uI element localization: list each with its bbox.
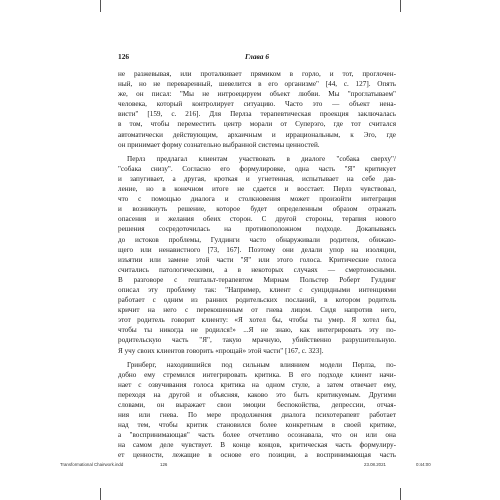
text-line: в том, чтобы переместить центр морали от Суперэго, где тот считался [118, 120, 396, 129]
text-line: что с помощью диалога и столкновения может произойти интеграция [118, 195, 396, 204]
print-footer [60, 462, 460, 470]
paragraph [118, 360, 396, 461]
text-line: автоматически действующим, архаичным и иррациональным, к Эго, где [118, 130, 396, 139]
crop-mark-top-left [100, 0, 101, 12]
text-line: работает с одним из ранних родительских посланий, в котором родитель [118, 296, 396, 305]
text-line: ния или гнева. По мере продолжения диалога психотерапевт работает [118, 411, 396, 420]
text-line: ление, но в конечном итоге не сдается и восстает. Перлз чувствовал, [118, 185, 396, 194]
footer-date: 23.08.2021 [364, 462, 386, 467]
paragraph [118, 69, 396, 150]
text-line: над тем, чтобы критик становился более конкретным в своей критике, [118, 421, 396, 430]
text-line: ный, но не переваренный, шевелится в его организме" [44, с. 127]. Опять [118, 80, 396, 89]
text-line: этот родитель говорит клиенту: «Я хотел бы, чтобы ты умер. Я хотел бы, [118, 316, 396, 325]
text-line: и возникнуть решение, которое будет определенным образом отражать [118, 205, 396, 214]
footer-file-name: Transformational Chairwork.indd [60, 462, 124, 467]
text-line: считались патологическими, а в некоторых случаях — смертоносными. [118, 265, 396, 274]
text-line: и запугивает, а другая, кроткая и угнетенная, испытывает на себе дав- [118, 174, 396, 183]
text-line: а "воспринимающая" часть более отчетливо осознавала, что он или она [118, 431, 396, 440]
text-line: же, он писал: "Мы не интроецируем объект любви. Мы "проглатываем" [118, 90, 396, 99]
text-line: щего или ненавистного [73, 167]. Поэтому они делали упор на изоляции, [118, 245, 396, 254]
text-line: словами, он выражает свои эмоции беспокойства, депрессии, отчая- [118, 401, 396, 409]
text-line: Гринберг, находившийся под сильным влиянием модели Перлза, по- [127, 360, 396, 369]
crop-mark-bottom-left [100, 488, 101, 500]
page-number: 126 [118, 52, 130, 61]
text-line: добно ему стремился интегрировать критика. В его подходе клиент начи- [118, 370, 396, 379]
text-line: переходя на другой и объясняя, каково это быть критикуемым. Другими [118, 390, 396, 399]
text-line: решения сосредоточилась на противоположном подходе. Докапываясь [118, 225, 396, 234]
text-line: ет ценности, лежащие в основе его позиции, а воспринимающая часть [118, 451, 396, 460]
text-line: до истоков проблемы, Гулдинги часто обнаруживали родителя, обижаю- [118, 235, 396, 244]
text-line: Я учу своих клиентов говорить «прощай» этой части" [167, с. 323]. [118, 346, 324, 355]
text-line: В разговоре с гештальт-терапевтом Мириам Польстер Роберт Гулдинг [118, 275, 396, 284]
text-line: человека, который контролирует ситуацию. Часто это — объект нена- [118, 100, 396, 109]
text-line: чтобы ты никогда не родился!» ...Я не знаю, как интегрировать эту по- [118, 326, 396, 335]
paragraph [118, 154, 396, 356]
text-line: на самом деле чувствует. В конце концов, критическая часть формулиру- [118, 441, 396, 450]
crop-mark-bottom-right [400, 488, 401, 500]
footer-time: 0:44:00 [416, 462, 431, 467]
chapter-title: Глава 6 [244, 52, 270, 61]
text-line: Перлз предлагал клиентам участвовать в диалоге "собака сверху"/ [127, 154, 396, 163]
crop-mark-top-right [400, 0, 401, 12]
footer-file-page: 126 [160, 462, 168, 467]
text-line: изъятии или замене этой части "Я" или этого голоса. Критические голоса [118, 255, 396, 264]
body-text [118, 69, 396, 461]
text-line: кричит на него с перекошенным от гнева лицом. Сидя напротив него, [118, 306, 396, 315]
text-line: он принимает форму сознательно выбранной системы ценностей. [118, 140, 320, 149]
text-line: не разжевывая, или проталкивает прямиком в горло, и тот, проглочен- [118, 70, 396, 78]
text-line: нает с озвучивания голоса критика на одном стуле, а затем отвечает ему, [118, 380, 396, 389]
text-line: "собака снизу". Согласно его формулировке, одна часть "Я" критикует [118, 164, 396, 173]
text-line: родительскую часть "Я", такую мрачную, убийственно разрушительную. [118, 336, 396, 345]
text-line: описал эту проблему так: "Например, клиент с суицидными интенциями [118, 285, 396, 294]
text-line: опасения и желания обеих сторон. С другой стороны, терапия нового [118, 215, 396, 224]
text-line: висти" [159, с. 216]. Для Перлза терапевтическая проекция заключалась [118, 110, 396, 119]
